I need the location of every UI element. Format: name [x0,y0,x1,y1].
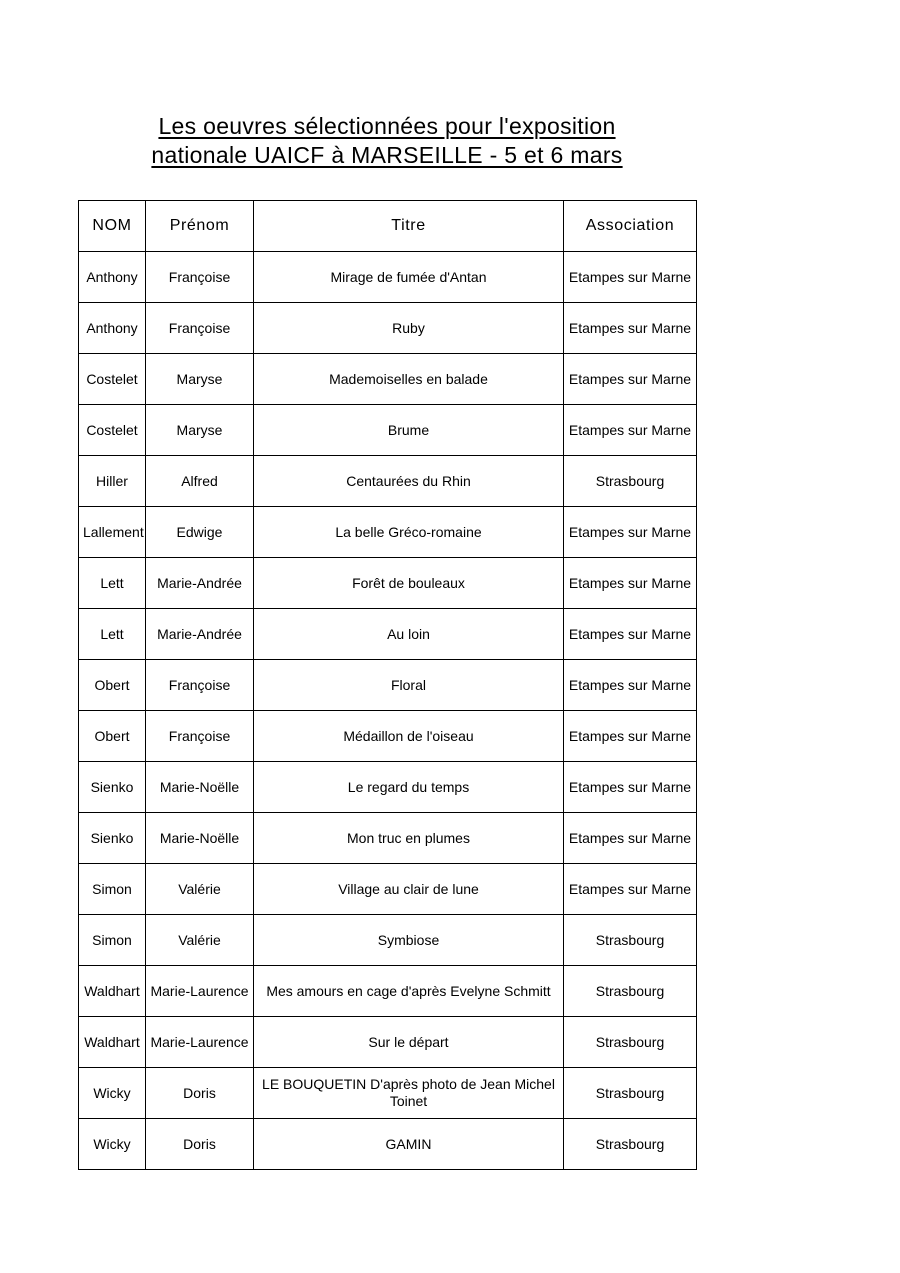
cell-titre: Sur le départ [254,1017,564,1068]
cell-titre: Brume [254,405,564,456]
table-row [79,660,697,711]
cell-prenom: Françoise [146,711,254,762]
cell-nom: Wicky [79,1119,146,1170]
cell-titre: Au loin [254,609,564,660]
table-row [79,966,697,1017]
header-prenom: Prénom [146,201,254,252]
cell-prenom: Marie-Andrée [146,558,254,609]
cell-association: Strasbourg [564,966,697,1017]
cell-prenom: Valérie [146,915,254,966]
title-line-2: nationale UAICF à MARSEILLE - 5 et 6 mars [151,142,623,168]
cell-association: Etampes sur Marne [564,303,697,354]
cell-association: Etampes sur Marne [564,711,697,762]
cell-titre: Médaillon de l'oiseau [254,711,564,762]
cell-titre: Centaurées du Rhin [254,456,564,507]
table-row [79,864,697,915]
cell-titre: Floral [254,660,564,711]
cell-nom: Obert [79,711,146,762]
cell-association: Strasbourg [564,1017,697,1068]
cell-titre: Forêt de bouleaux [254,558,564,609]
cell-association: Etampes sur Marne [564,252,697,303]
cell-prenom: Maryse [146,354,254,405]
cell-titre: Symbiose [254,915,564,966]
cell-nom: Lett [79,558,146,609]
cell-association: Strasbourg [564,456,697,507]
cell-titre: Ruby [254,303,564,354]
cell-nom: Sienko [79,813,146,864]
cell-titre: Mon truc en plumes [254,813,564,864]
title-line-1: Les oeuvres sélectionnées pour l'exposition [158,113,616,139]
table-row [79,558,697,609]
page-title [78,112,696,170]
cell-prenom: Doris [146,1068,254,1119]
cell-prenom: Doris [146,1119,254,1170]
cell-association: Etampes sur Marne [564,354,697,405]
header-nom: NOM [79,201,146,252]
works-table [78,200,697,1170]
cell-titre: La belle Gréco-romaine [254,507,564,558]
cell-nom: Waldhart [79,1017,146,1068]
header-titre: Titre [254,201,564,252]
cell-nom: Hiller [79,456,146,507]
cell-nom: Anthony [79,252,146,303]
cell-association: Etampes sur Marne [564,762,697,813]
cell-association: Etampes sur Marne [564,660,697,711]
cell-titre: Mirage de fumée d'Antan [254,252,564,303]
table-row [79,711,697,762]
cell-titre: Mademoiselles en balade [254,354,564,405]
cell-nom: Sienko [79,762,146,813]
table-row [79,609,697,660]
cell-association: Etampes sur Marne [564,558,697,609]
cell-titre: Mes amours en cage d'après Evelyne Schmitt [254,966,564,1017]
cell-association: Strasbourg [564,915,697,966]
cell-prenom: Alfred [146,456,254,507]
cell-nom: Wicky [79,1068,146,1119]
cell-association: Etampes sur Marne [564,813,697,864]
cell-nom: Simon [79,915,146,966]
cell-prenom: Marie-Laurence [146,966,254,1017]
table-row [79,915,697,966]
table-row [79,405,697,456]
cell-nom: Obert [79,660,146,711]
cell-prenom: Marie-Andrée [146,609,254,660]
cell-prenom: Marie-Noëlle [146,762,254,813]
table-row [79,303,697,354]
cell-association: Etampes sur Marne [564,405,697,456]
table-row [79,252,697,303]
cell-nom: Simon [79,864,146,915]
table-row [79,1119,697,1170]
table-row [79,354,697,405]
table-row [79,1068,697,1119]
header-association: Association [564,201,697,252]
cell-prenom: Françoise [146,660,254,711]
cell-titre: GAMIN [254,1119,564,1170]
cell-nom: Costelet [79,405,146,456]
cell-nom: Costelet [79,354,146,405]
cell-nom: Waldhart [79,966,146,1017]
cell-association: Strasbourg [564,1119,697,1170]
cell-titre: Le regard du temps [254,762,564,813]
cell-prenom: Françoise [146,252,254,303]
cell-nom: Lett [79,609,146,660]
cell-association: Etampes sur Marne [564,507,697,558]
cell-titre: LE BOUQUETIN D'après photo de Jean Michel Toinet [254,1068,564,1119]
cell-prenom: Françoise [146,303,254,354]
table-row [79,762,697,813]
table-row [79,456,697,507]
cell-titre: Village au clair de lune [254,864,564,915]
cell-prenom: Marie-Laurence [146,1017,254,1068]
cell-prenom: Valérie [146,864,254,915]
cell-association: Strasbourg [564,1068,697,1119]
cell-nom: Lallement [79,507,146,558]
table-header-row [79,201,697,252]
cell-association: Etampes sur Marne [564,609,697,660]
cell-prenom: Marie-Noëlle [146,813,254,864]
cell-nom: Anthony [79,303,146,354]
table-body [79,252,697,1170]
table-row [79,1017,697,1068]
table-row [79,507,697,558]
cell-prenom: Edwige [146,507,254,558]
table-row [79,813,697,864]
cell-prenom: Maryse [146,405,254,456]
cell-association: Etampes sur Marne [564,864,697,915]
